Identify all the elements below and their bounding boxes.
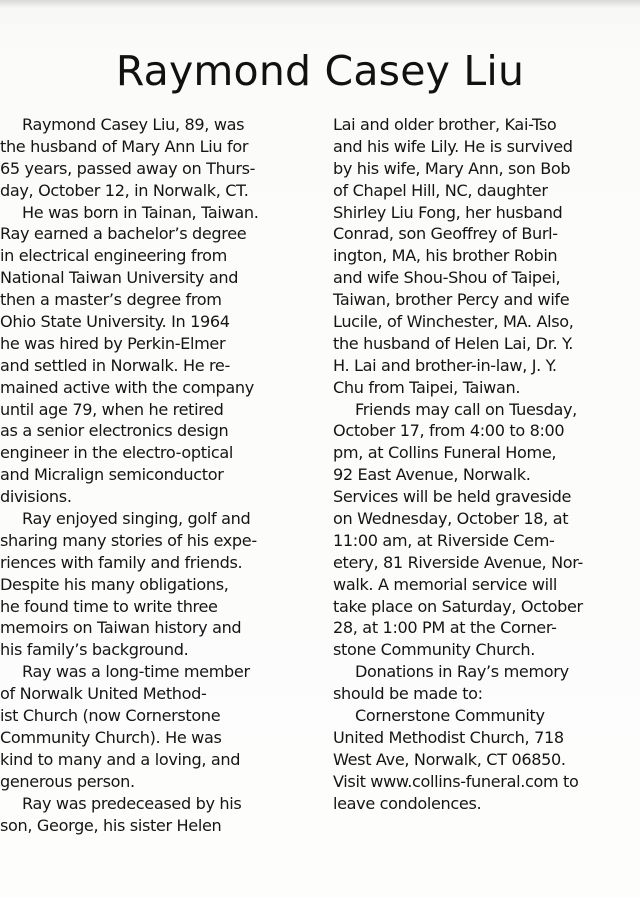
text-line: Ray was predeceased by his	[22, 793, 242, 813]
text-line: H. Lai and brother-in-law, J. Y.	[333, 355, 557, 375]
text-line: as a senior electronics design	[0, 421, 229, 441]
text-line: kind to many and a loving, and	[0, 749, 241, 769]
text-line: Friends may call on Tuesday,	[355, 399, 577, 419]
text-line: Services will be held graveside	[333, 487, 572, 507]
text-line: walk. A memorial service will	[333, 574, 558, 594]
text-line: Ohio State University. In 1964	[0, 312, 230, 332]
text-line: he was hired by Perkin-Elmer	[0, 333, 226, 353]
text-line: Ray enjoyed singing, golf and	[22, 509, 251, 529]
text-line: West Ave, Norwalk, CT 06850.	[333, 749, 566, 769]
text-line: generous person.	[0, 771, 135, 791]
text-line: the husband of Helen Lai, Dr. Y.	[333, 333, 574, 353]
text-line: divisions.	[0, 487, 72, 507]
text-line: he found time to write three	[0, 596, 218, 616]
text-line: 11:00 am, at Riverside Cem-	[333, 530, 555, 550]
text-line: of Chapel Hill, NC, daughter	[333, 180, 548, 200]
text-line: ist Church (now Cornerstone	[0, 706, 221, 726]
text-line: in electrical engineering from	[0, 246, 227, 266]
text-line: ington, MA, his brother Robin	[333, 246, 558, 266]
text-line: leave condolences.	[333, 793, 482, 813]
text-line: Shirley Liu Fong, her husband	[333, 202, 563, 222]
text-line: He was born in Tainan, Taiwan.	[22, 202, 259, 222]
text-line: take place on Saturday, October	[333, 596, 583, 616]
text-line: his family’s background.	[0, 640, 189, 660]
text-line: National Taiwan University and	[0, 268, 239, 288]
text-line: and settled in Norwalk. He re-	[0, 355, 230, 375]
text-line: Ray was a long-time member	[22, 662, 250, 682]
text-line: until age 79, when he retired	[0, 399, 224, 419]
text-line: on Wednesday, October 18, at	[333, 509, 569, 529]
text-line: October 17, from 4:00 to 8:00	[333, 421, 565, 441]
article-column-right	[333, 114, 639, 815]
text-line: Cornerstone Community	[355, 706, 545, 726]
text-line: should be made to:	[333, 684, 483, 704]
text-line: sharing many stories of his expe-	[0, 530, 257, 550]
obituary-title: Raymond Casey Liu	[115, 47, 525, 95]
text-line: Conrad, son Geoffrey of Burl-	[333, 224, 558, 244]
text-line: Raymond Casey Liu, 89, was	[22, 115, 245, 134]
text-line: 28, at 1:00 PM at the Corner-	[333, 618, 557, 638]
text-line: engineer in the electro-optical	[0, 443, 233, 463]
text-line: and Micralign semiconductor	[0, 465, 224, 485]
text-line: Ray earned a bachelor’s degree	[0, 224, 247, 244]
text-line: son, George, his sister Helen	[0, 815, 222, 835]
text-line: mained active with the company	[0, 377, 254, 397]
text-line: day, October 12, in Norwalk, CT.	[0, 180, 249, 200]
text-line: stone Community Church.	[333, 640, 536, 660]
text-line: by his wife, Mary Ann, son Bob	[333, 158, 571, 178]
text-line: 92 East Avenue, Norwalk.	[333, 465, 531, 485]
text-line: Chu from Taipei, Taiwan.	[333, 377, 521, 397]
text-line: pm, at Collins Funeral Home,	[333, 443, 557, 463]
text-line: then a master’s degree from	[0, 290, 222, 310]
text-line: United Methodist Church, 718	[333, 727, 564, 747]
text-line: riences with family and friends.	[0, 552, 243, 572]
text-line: the husband of Mary Ann Liu for	[0, 136, 249, 156]
text-line: etery, 81 Riverside Avenue, Nor-	[333, 552, 583, 572]
page-edge-shadow	[0, 0, 640, 8]
text-line: and his wife Lily. He is survived	[333, 136, 573, 156]
text-line: Taiwan, brother Percy and wife	[333, 290, 570, 310]
text-line: memoirs on Taiwan history and	[0, 618, 242, 638]
text-line: 65 years, passed away on Thurs-	[0, 158, 256, 178]
text-line: Donations in Ray’s memory	[355, 662, 569, 682]
text-line: Lai and older brother, Kai-Tso	[333, 115, 557, 134]
article-column-left	[0, 114, 306, 836]
text-line: and wife Shou-Shou of Taipei,	[333, 268, 561, 288]
text-line: Despite his many obligations,	[0, 574, 229, 594]
text-line: Community Church). He was	[0, 727, 222, 747]
text-line: Visit www.collins-funeral.com to	[333, 771, 579, 791]
text-line: Lucile, of Winchester, MA. Also,	[333, 312, 574, 332]
text-line: of Norwalk United Method-	[0, 684, 207, 704]
